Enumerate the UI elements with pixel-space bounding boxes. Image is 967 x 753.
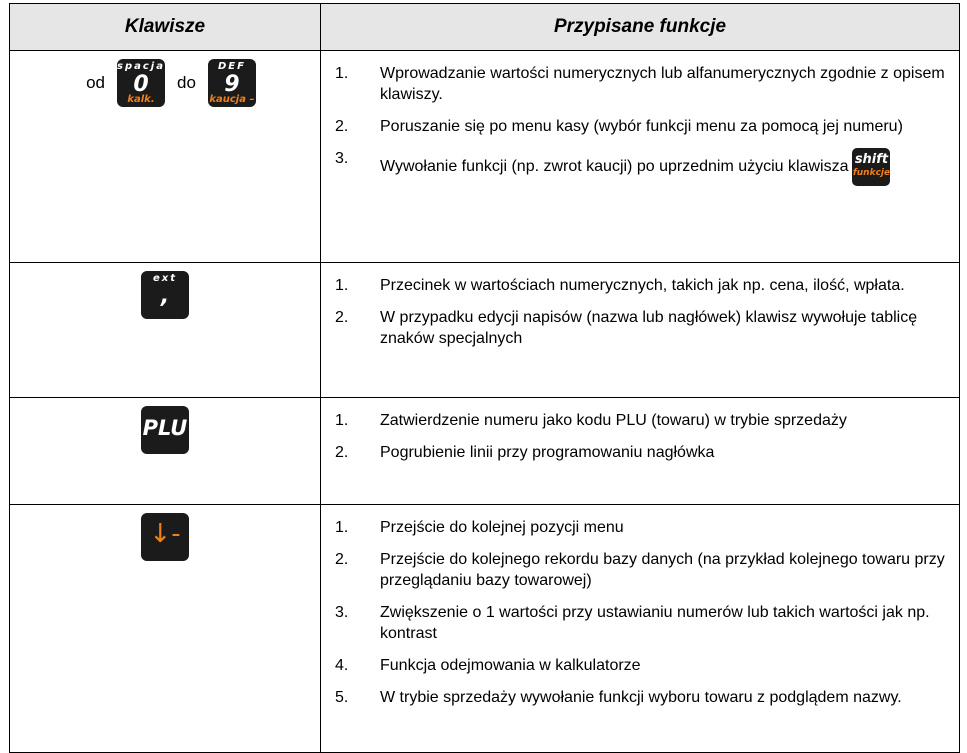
key-0-top-label: spacja xyxy=(117,61,165,72)
list-item xyxy=(321,116,959,137)
list-item xyxy=(321,63,959,105)
key-9-bottom-label: kaucja – xyxy=(209,94,255,105)
ext-key-main-label: , xyxy=(160,284,170,309)
item-text: Przecinek w wartościach numerycznych, takich jak np. cena, ilość, wpłata. xyxy=(380,277,905,294)
item-text-with-key xyxy=(380,148,959,186)
item-text: Pogrubienie linii przy programowaniu nagłówka xyxy=(380,444,715,461)
word-from: od xyxy=(86,73,105,92)
table-row xyxy=(10,398,960,505)
list-item xyxy=(321,517,959,538)
item-text: Wywołanie funkcji (np. zwrot kaucji) po uprzednim użyciu klawisza xyxy=(380,158,849,176)
list-item xyxy=(321,687,959,708)
item-text: Poruszanie się po menu kasy (wybór funkcji menu za pomocą jej numeru) xyxy=(380,118,903,135)
key-0-bottom-label: kalk. xyxy=(127,94,155,105)
item-text: W przypadku edycji napisów (nazwa lub nagłówek) klawisz wywołuje tablicę znaków specjalnych xyxy=(380,309,918,347)
item-number: 3. xyxy=(335,150,349,167)
arrow-down-minus-label: ↓- xyxy=(149,519,181,549)
ext-key-top-label: ext xyxy=(152,273,177,284)
table-row xyxy=(10,263,960,398)
item-number: 1. xyxy=(335,65,349,82)
list-item xyxy=(321,275,959,296)
item-number: 2. xyxy=(335,309,349,326)
key-cell xyxy=(10,263,321,398)
header-row xyxy=(10,4,960,51)
key-9-icon xyxy=(208,59,256,107)
item-number: 5. xyxy=(335,689,349,706)
item-text: Zatwierdzenie numeru jako kodu PLU (towaru) w trybie sprzedaży xyxy=(380,412,847,429)
functions-cell xyxy=(321,263,960,398)
item-number: 2. xyxy=(335,551,349,568)
item-text: Wprowadzanie wartości numerycznych lub alfanumerycznych zgodnie z opisem klawiszy. xyxy=(380,65,945,103)
header-keys: Klawisze xyxy=(10,4,321,51)
arrow-down-minus-key-icon xyxy=(141,513,189,561)
list-item xyxy=(321,410,959,431)
list-item xyxy=(321,442,959,463)
functions-cell xyxy=(321,398,960,505)
keys-table xyxy=(9,3,960,753)
shift-key-icon xyxy=(852,148,890,186)
word-to: do xyxy=(177,73,196,92)
item-number: 2. xyxy=(335,444,349,461)
key-cell xyxy=(10,51,321,263)
ext-comma-key-icon xyxy=(141,271,189,319)
list-item xyxy=(321,148,959,186)
key-9-main-label: 9 xyxy=(224,72,240,97)
item-text: W trybie sprzedaży wywołanie funkcji wyboru towaru z podglądem nazwy. xyxy=(380,689,902,706)
item-number: 1. xyxy=(335,277,349,294)
functions-cell xyxy=(321,505,960,753)
key-cell xyxy=(10,398,321,505)
key-cell xyxy=(10,505,321,753)
item-number: 1. xyxy=(335,519,349,536)
plu-key-icon xyxy=(141,406,189,454)
table-row xyxy=(10,51,960,263)
functions-cell xyxy=(321,51,960,263)
list-item xyxy=(321,655,959,676)
item-number: 3. xyxy=(335,604,349,621)
list-item xyxy=(321,307,959,349)
plu-key-label: PLU xyxy=(142,416,188,440)
item-number: 4. xyxy=(335,657,349,674)
key-9-top-label: DEF xyxy=(217,61,246,72)
item-number: 2. xyxy=(335,118,349,135)
item-text: Funkcja odejmowania w kalkulatorze xyxy=(380,657,641,674)
item-text: Przejście do kolejnego rekordu bazy danych (na przykład kolejnego towaru przy przeglądaniu bazy towarowej) xyxy=(380,551,945,589)
header-functions: Przypisane funkcje xyxy=(321,4,960,51)
list-item xyxy=(321,602,959,644)
item-text: Przejście do kolejnej pozycji menu xyxy=(380,519,624,536)
shift-key-top-label: shift xyxy=(854,152,889,167)
table-row xyxy=(10,505,960,753)
shift-key-bottom-label: funkcje xyxy=(852,168,891,178)
item-number: 1. xyxy=(335,412,349,429)
list-item xyxy=(321,549,959,591)
item-text: Zwiększenie o 1 wartości przy ustawianiu numerów lub takich wartości jak np. kontrast xyxy=(380,604,930,642)
key-0-main-label: 0 xyxy=(133,72,149,97)
key-0-icon xyxy=(117,59,165,107)
